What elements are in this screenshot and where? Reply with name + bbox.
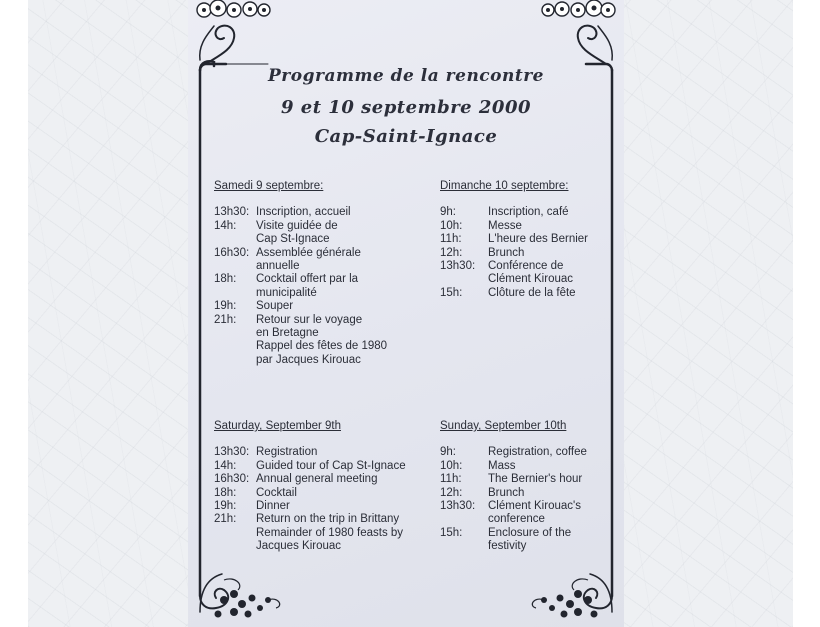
event-desc: Registration, coffee [488, 446, 587, 459]
schedule-row [440, 233, 620, 246]
time-label: 16h30: [214, 246, 250, 259]
schedule-row [214, 300, 414, 313]
time-label: 13h30: [214, 446, 250, 459]
schedule-saturday-en [214, 420, 429, 554]
schedule-row [440, 473, 620, 486]
time-label: 12h: [440, 246, 463, 259]
event-desc: Inscription, café [488, 206, 569, 219]
event-desc: Inscription, accueil [256, 206, 351, 219]
time-label: 13h30: [214, 206, 250, 219]
event-desc: Messe [488, 219, 522, 232]
time-label: 9h: [440, 206, 456, 219]
event-desc: L'heure des Bernier [488, 233, 589, 246]
day-heading: Sunday, September 10th [440, 420, 567, 432]
schedule-sunday-en [440, 420, 620, 554]
event-desc: Assemblée générale annuelle [256, 246, 361, 273]
schedule-row [440, 247, 620, 260]
event-desc: Clôture de la fête [488, 286, 576, 299]
program-sheet [188, 0, 624, 627]
event-desc: Return on the trip in Brittany Remainder of 1980 feasts by Jacques Kirouac [256, 513, 404, 553]
schedule-row [214, 220, 414, 247]
schedule-row [214, 206, 414, 219]
time-label: 21h: [214, 313, 237, 326]
event-desc: Mass [488, 459, 516, 472]
schedule-row [214, 473, 429, 486]
schedule-row [440, 220, 620, 233]
event-desc: Conférence de Clément Kirouac [488, 260, 574, 286]
time-label: 14h: [214, 459, 237, 472]
schedule-row [214, 314, 414, 368]
time-label: 13h30: [440, 500, 476, 513]
day-heading: Samedi 9 septembre: [214, 180, 324, 192]
schedule-row [440, 287, 620, 300]
time-label: 19h: [214, 500, 237, 513]
schedule-row [440, 500, 620, 527]
time-label: 18h: [214, 486, 237, 499]
schedule-row [440, 206, 620, 219]
event-desc: Cocktail [256, 486, 297, 499]
event-desc: Enclosure of the festivity [488, 526, 572, 553]
event-desc: Dinner [256, 500, 290, 513]
time-label: 15h: [440, 286, 463, 299]
schedule-row [440, 487, 620, 500]
time-label: 11h: [440, 473, 462, 486]
schedule-sunday-fr [440, 180, 620, 300]
time-label: 14h: [214, 219, 237, 232]
schedule-row [214, 273, 414, 300]
event-desc: Registration [256, 446, 318, 459]
time-label: 19h: [214, 300, 237, 313]
schedule-row [214, 513, 429, 553]
time-label: 10h: [440, 459, 463, 472]
event-desc: Souper [256, 300, 294, 313]
schedule-row [214, 247, 414, 274]
event-desc: Visite guidée de Cap St-Ignace [256, 219, 338, 246]
schedule-row [214, 446, 429, 459]
time-label: 9h: [440, 446, 456, 459]
event-desc: Brunch [488, 486, 525, 499]
time-label: 16h30: [214, 473, 250, 486]
event-desc: Brunch [488, 246, 525, 259]
time-label: 13h30: [440, 260, 476, 273]
time-label: 15h: [440, 526, 463, 539]
event-desc: Clément Kirouac's conference [488, 500, 581, 526]
schedule-row [440, 260, 620, 287]
schedule-row [440, 460, 620, 473]
program-dates: 9 et 10 septembre 2000 [280, 97, 531, 118]
event-desc: Cocktail offert par la municipalité [256, 273, 359, 299]
schedule-saturday-fr [214, 180, 414, 367]
program-title: Programme de la rencontre [268, 66, 544, 86]
time-label: 11h: [440, 233, 462, 246]
event-desc: Retour sur le voyage en Bretagne Rappel des fêtes de 1980 par Jacques Kirouac [256, 313, 388, 366]
schedule-row [440, 527, 620, 554]
schedule-row [214, 500, 429, 513]
program-location: Cap-Saint-Ignace [314, 126, 498, 147]
schedule-row [440, 446, 620, 459]
time-label: 10h: [440, 219, 463, 232]
time-label: 12h: [440, 486, 463, 499]
time-label: 18h: [214, 273, 237, 286]
event-desc: The Bernier's hour [488, 473, 583, 486]
day-heading: Dimanche 10 septembre: [440, 180, 569, 192]
event-desc: Guided tour of Cap St-Ignace [256, 459, 406, 472]
time-label: 21h: [214, 513, 237, 526]
event-desc: Annual general meeting [256, 473, 378, 486]
schedule-row [214, 460, 429, 473]
schedule-row [214, 487, 429, 500]
day-heading: Saturday, September 9th [214, 420, 341, 432]
